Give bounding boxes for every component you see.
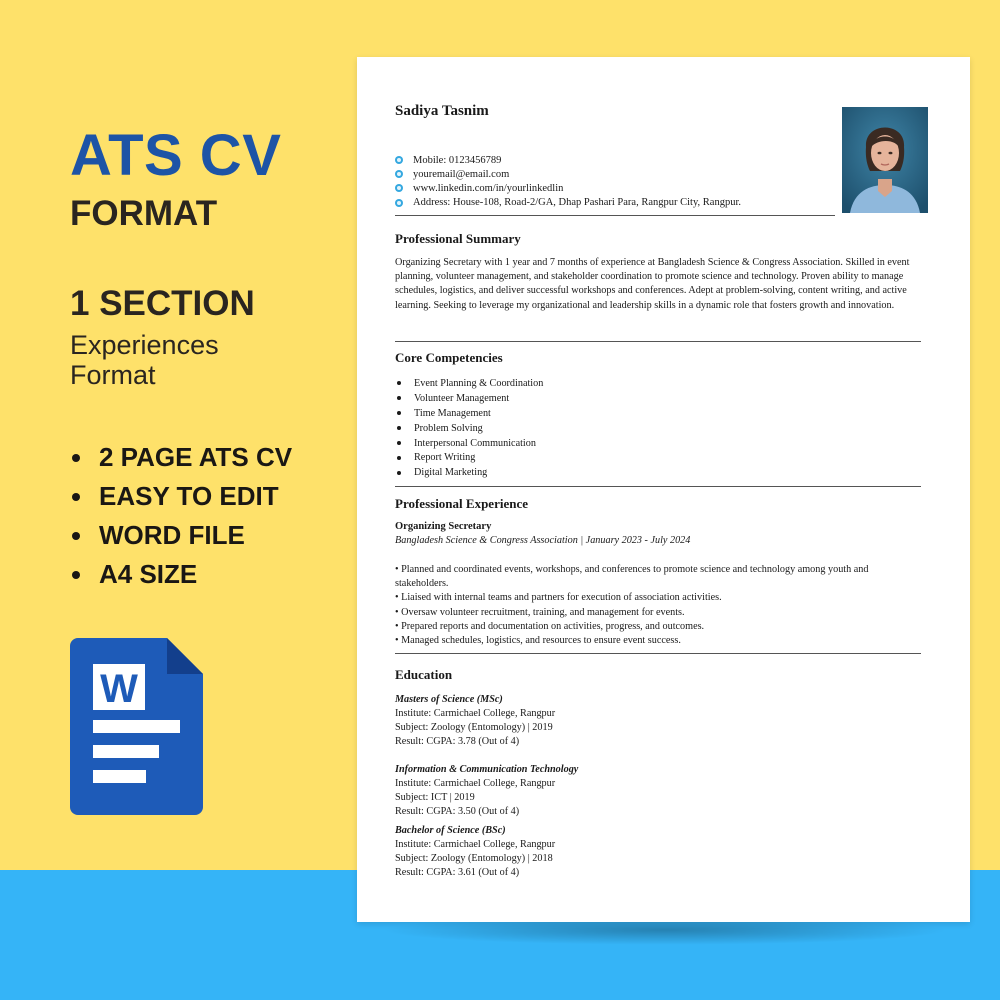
competency-list <box>395 376 543 480</box>
education-result: Result: CGPA: 3.61 (Out of 4) <box>395 867 520 878</box>
job-meta: Bangladesh Science & Congress Association | January 2023 - July 2024 <box>395 535 691 546</box>
bullet-icon <box>72 493 80 501</box>
education-entry <box>395 693 555 749</box>
contact-text: www.linkedin.com/in/yourlinkedlin <box>413 182 564 194</box>
section-divider <box>395 653 921 654</box>
section-divider <box>395 486 921 487</box>
promo-section-line1: Experiences <box>70 330 219 360</box>
competencies-heading: Core Competencies <box>395 350 503 365</box>
bullet-icon <box>397 411 401 415</box>
competency-label: Event Planning & Coordination <box>414 377 544 389</box>
promo-subtitle: FORMAT <box>70 194 218 233</box>
competency-label: Interpersonal Communication <box>414 437 536 449</box>
education-result: Result: CGPA: 3.78 (Out of 4) <box>395 736 520 747</box>
cv-name: Sadiya Tasnim <box>395 103 489 119</box>
cv-page <box>357 57 970 922</box>
contact-text: youremail@email.com <box>413 168 510 180</box>
summary-text <box>395 256 921 313</box>
bullet-icon <box>397 426 401 430</box>
competency-label: Digital Marketing <box>414 467 488 479</box>
competency-item <box>395 450 543 465</box>
bullet-icon <box>397 396 401 400</box>
contact-text: Address: House-108, Road-2/GA, Dhap Pashari Para, Rangpur City, Rangpur. <box>413 197 741 209</box>
bullet-icon <box>397 471 401 475</box>
word-icon-letter: W <box>100 667 138 711</box>
competency-item <box>395 421 543 436</box>
education-institute: Institute: Carmichael College, Rangpur <box>395 708 556 719</box>
job-bullet: • Managed schedules, logistics, and resources to ensure event success. <box>395 635 681 647</box>
contact-item <box>395 167 741 181</box>
section-divider <box>395 341 921 342</box>
education-result: Result: CGPA: 3.50 (Out of 4) <box>395 806 520 817</box>
education-subject: Subject: Zoology (Entomology) | 2018 <box>395 853 553 864</box>
bullet-icon <box>397 456 401 460</box>
contact-list <box>395 153 741 210</box>
promo-title: ATS CV <box>70 123 282 188</box>
profile-photo <box>842 107 928 213</box>
job-bullet: • Liaised with internal teams and partners for execution of association activities. <box>395 592 722 604</box>
bullet-icon <box>72 571 80 579</box>
word-file-icon <box>70 638 203 815</box>
feature-item <box>70 438 292 477</box>
education-heading: Education <box>395 667 453 682</box>
bullet-icon <box>72 532 80 540</box>
feature-label: 2 PAGE ATS CV <box>99 442 293 472</box>
feature-item <box>70 555 292 594</box>
job-bullet: • Oversaw volunteer recruitment, training, and management for events. <box>395 606 685 618</box>
education-entry <box>395 824 555 880</box>
bullet-icon <box>72 454 80 462</box>
bullet-icon <box>397 441 401 445</box>
education-entry <box>395 763 578 819</box>
competency-label: Problem Solving <box>414 422 483 434</box>
education-institute: Institute: Carmichael College, Rangpur <box>395 839 556 850</box>
job-bullets <box>395 563 921 648</box>
competency-label: Volunteer Management <box>414 392 510 404</box>
education-institute: Institute: Carmichael College, Rangpur <box>395 778 556 789</box>
competency-item <box>395 436 543 451</box>
summary-heading: Professional Summary <box>395 231 521 246</box>
job-bullet: • Planned and coordinated events, workshops, and conferences to promote science and technology among youth and stakeholders. <box>395 564 869 590</box>
education-degree: Information & Communication Technology <box>395 764 579 775</box>
competency-item <box>395 391 543 406</box>
promo-section-heading: 1 SECTION <box>70 284 255 323</box>
feature-item <box>70 477 292 516</box>
contact-item <box>395 153 741 167</box>
contact-text: Mobile: 0123456789 <box>413 154 502 166</box>
education-degree: Masters of Science (MSc) <box>395 694 503 705</box>
contact-item <box>395 196 741 210</box>
feature-list <box>70 438 292 594</box>
email-icon <box>395 170 403 178</box>
summary-paragraph: Organizing Secretary with 1 year and 7 months of experience at Bangladesh Science & Congress Association. Skilled in event planning, volunteer management, and stakeholder coordination to promote science and technology. Proven ability to manage schedules, logistics, and deliver successful workshops and conferences. Adept at problem-solving, content writing, and active learning. Seeking to leverage my organizational and leadership skills in a dynamic role that fosters growth and innovation. <box>395 257 910 311</box>
competency-item <box>395 406 543 421</box>
education-degree: Bachelor of Science (BSc) <box>395 825 506 836</box>
promo-section-line2: Format <box>70 360 156 390</box>
job-title: Organizing Secretary <box>395 521 492 532</box>
education-subject: Subject: Zoology (Entomology) | 2019 <box>395 722 553 733</box>
education-subject: Subject: ICT | 2019 <box>395 792 475 803</box>
contact-item <box>395 181 741 195</box>
competency-label: Report Writing <box>414 452 476 464</box>
competency-label: Time Management <box>414 407 491 419</box>
phone-icon <box>395 156 403 164</box>
job-bullet: • Prepared reports and documentation on activities, progress, and outcomes. <box>395 620 705 632</box>
competency-item <box>395 465 543 480</box>
feature-label: EASY TO EDIT <box>99 481 279 511</box>
header-divider <box>395 215 835 216</box>
bullet-icon <box>397 381 401 385</box>
experience-heading: Professional Experience <box>395 496 528 511</box>
location-icon <box>395 199 403 207</box>
linkedin-icon <box>395 184 403 192</box>
competency-item <box>395 376 543 391</box>
feature-item <box>70 516 292 555</box>
feature-label: A4 SIZE <box>99 559 198 589</box>
feature-label: WORD FILE <box>99 520 245 550</box>
